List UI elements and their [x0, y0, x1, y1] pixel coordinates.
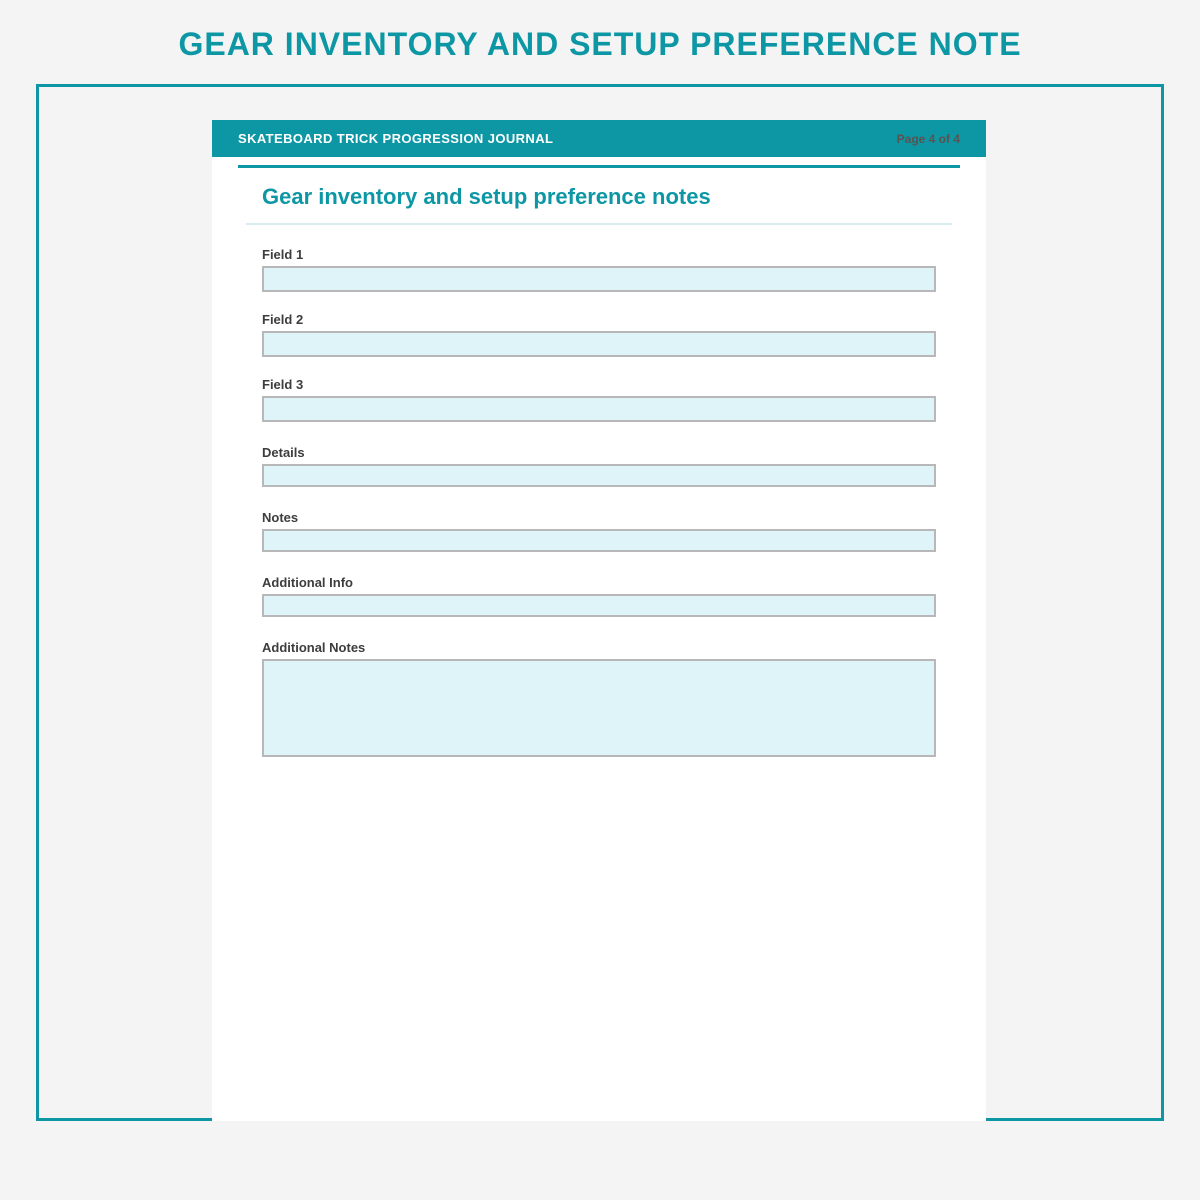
- page-indicator: Page 4 of 4: [896, 131, 960, 146]
- field-group-additional-notes: [262, 640, 936, 757]
- field-group-details: [262, 445, 936, 487]
- field-1-label: Field 1: [262, 247, 304, 262]
- notes-label: Notes: [262, 510, 299, 525]
- field-3-input[interactable]: [262, 396, 936, 422]
- details-input[interactable]: [262, 464, 936, 487]
- form-content: [212, 184, 986, 757]
- field-1-input[interactable]: [262, 266, 936, 292]
- document-header: [212, 120, 986, 157]
- field-group-field-2: [262, 312, 936, 357]
- additional-info-input[interactable]: [262, 594, 936, 617]
- additional-info-label: Additional Info: [262, 575, 353, 590]
- field-group-additional-info: [262, 575, 936, 617]
- details-label: Details: [262, 445, 305, 460]
- journal-title: SKATEBOARD TRICK PROGRESSION JOURNAL: [238, 131, 554, 146]
- additional-notes-textarea[interactable]: [262, 659, 936, 757]
- field-2-input[interactable]: [262, 331, 936, 357]
- section-title: Gear inventory and setup preference notes: [262, 184, 711, 209]
- additional-notes-label: Additional Notes: [262, 640, 366, 655]
- field-2-label: Field 2: [262, 312, 304, 327]
- field-3-label: Field 3: [262, 377, 304, 392]
- document-page: [212, 120, 986, 1121]
- notes-input[interactable]: [262, 529, 936, 552]
- field-group-notes: [262, 510, 936, 552]
- field-group-field-3: [262, 377, 936, 422]
- header-rule: [238, 165, 960, 168]
- field-group-field-1: [262, 247, 936, 292]
- page-title: GEAR INVENTORY AND SETUP PREFERENCE NOTE: [178, 26, 1022, 62]
- section-divider: [246, 223, 952, 225]
